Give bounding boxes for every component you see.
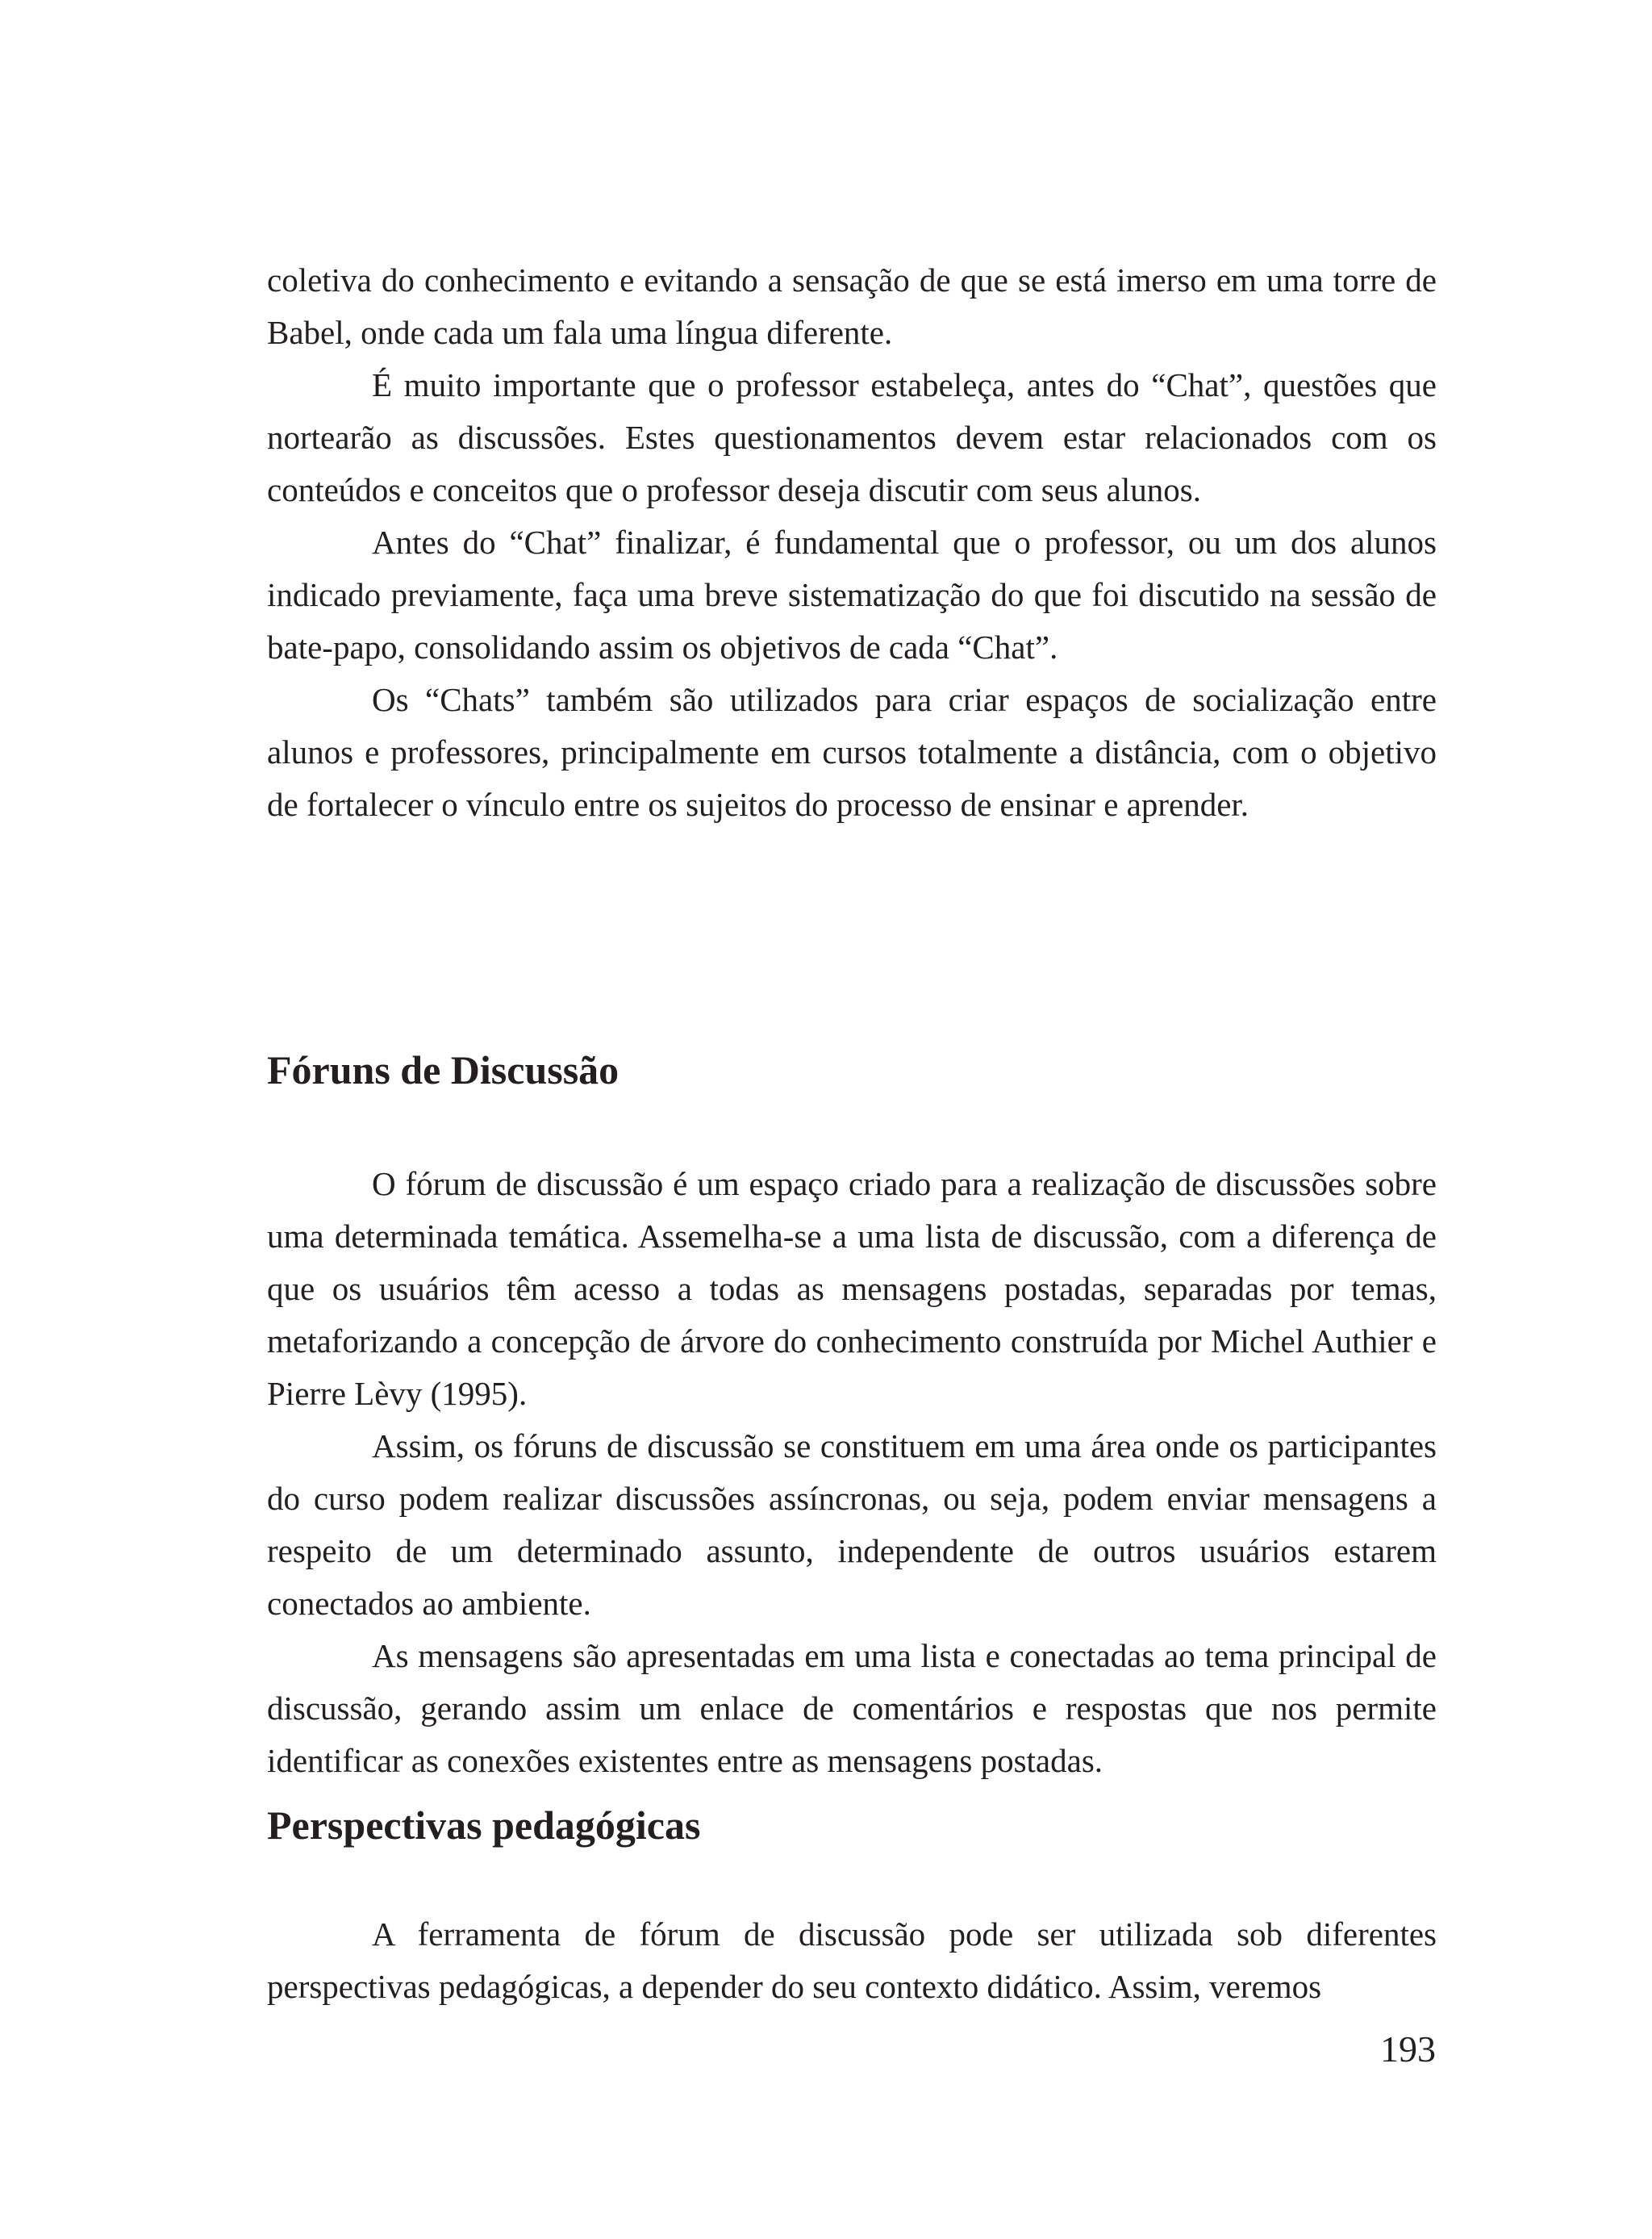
paragraph-continuation: coletiva do conhecimento e evitando a sensação de que se está imerso em uma torre de Babel, onde cada um fala uma língua diferente. [267,261,1437,351]
paragraph: É muito importante que o professor estabeleça, antes do “Chat”, questões que nortearão as discussões. Estes questionamentos devem estar relacionados com os conteúdos e conceitos que o professor deseja discutir com seus alunos. [267,366,1437,508]
paragraph: Assim, os fóruns de discussão se constituem em uma área onde os participantes do curso podem realizar discussões assíncronas, ou seja, podem enviar mensagens a respeito de um determinado assunto, independente de outros usuários estarem conectados ao ambiente. [267,1427,1437,1622]
body-text-top [267,254,1437,831]
body-text-foruns [267,1158,1437,1787]
paragraph: Antes do “Chat” finalizar, é fundamental que o professor, ou um dos alunos indicado previamente, faça uma breve sistematização do que foi discutido na sessão de bate-papo, consolidando assim os objetivos de cada “Chat”. [267,524,1437,666]
paragraph: O fórum de discussão é um espaço criado para a realização de discussões sobre uma determinada temática. Assemelha-se a uma lista de discussão, com a diferença de que os usuários têm acesso a todas as mensagens postadas, separadas por temas, metaforizando a concepção de árvore do conhecimento construída por Michel Authier e Pierre Lèvy (1995). [267,1165,1437,1412]
body-text-perspectivas [267,1908,1437,2013]
paragraph: Os “Chats” também são utilizados para criar espaços de socialização entre alunos e professores, principalmente em cursos totalmente a distância, com o objetivo de fortalecer o vínculo entre os sujeitos do processo de ensinar e aprender. [267,681,1437,823]
section-heading-perspectivas: Perspectivas pedagógicas [267,1802,701,1848]
paragraph: A ferramenta de fórum de discussão pode ser utilizada sob diferentes perspectivas pedagógicas, a depender do seu contexto didático. Assim, veremos [267,1915,1437,2005]
page-number: 193 [1380,2028,1436,2070]
paragraph: As mensagens são apresentadas em uma lista e conectadas ao tema principal de discussão, gerando assim um enlace de comentários e respostas que nos permite identificar as conexões existentes entre as mensagens postadas. [267,1637,1437,1779]
section-heading-foruns: Fóruns de Discussão [267,1047,620,1092]
